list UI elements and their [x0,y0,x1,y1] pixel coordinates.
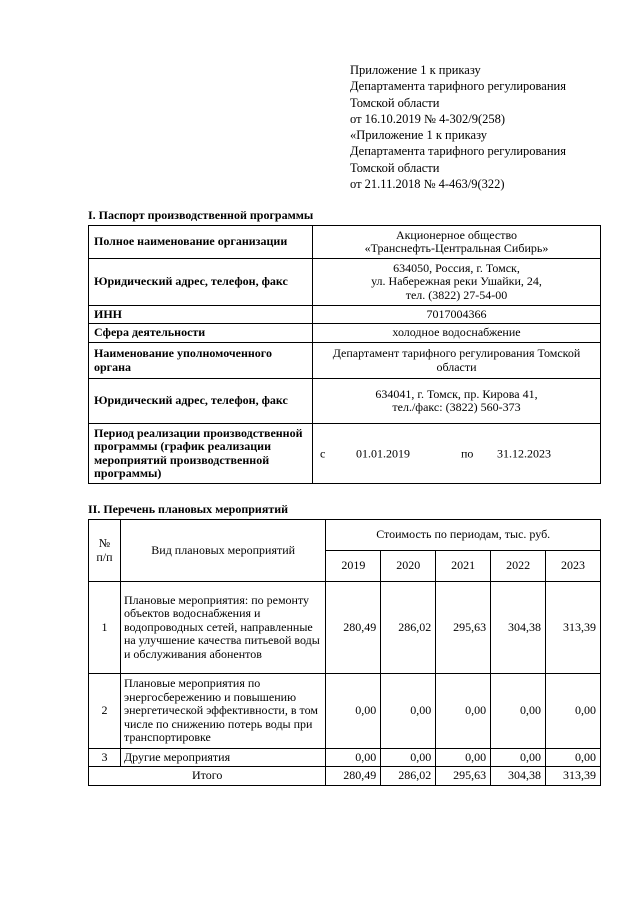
value-line: Департамент тарифного регулирования Томской [332,346,581,360]
period-from-label: с [320,445,326,460]
column-header-number: № п/п [89,520,121,582]
row-value: 0,00 [491,674,546,749]
passport-value [313,343,601,379]
table-row [89,674,601,749]
passport-value [313,379,601,424]
value-line: 634050, Россия, г. Томск, [393,260,520,275]
total-value: 295,63 [436,767,491,786]
table-row [89,749,601,767]
period-from-date: 01.01.2019 [356,445,410,460]
passport-row [89,379,601,424]
year-header: 2021 [436,551,491,582]
value-line: холодное водоснабжение [392,325,521,340]
row-value: 0,00 [546,674,601,749]
header-line: от 16.10.2019 № 4-302/9(258) [350,111,506,126]
value-line: 7017004366 [426,306,487,321]
total-value: 313,39 [546,767,601,786]
header-line: Департамента тарифного регулирования [350,144,566,159]
row-value: 0,00 [436,674,491,749]
header-line: Департамента тарифного регулирования [350,79,566,94]
period-to-label: по [461,445,474,460]
passport-value [313,259,601,306]
total-label: Итого [89,767,326,786]
row-number: 2 [89,674,121,749]
row-value: 0,00 [326,674,381,749]
order-header [350,62,630,192]
row-name: Плановые мероприятия по энергосбережению и повышению энергетической эффективности, в том числе по снижению потерь воды при транспортировке [120,674,325,749]
row-name: Другие мероприятия [120,749,325,767]
row-value: 0,00 [381,749,436,767]
measures-table [88,519,601,786]
table-header-row [89,520,601,551]
passport-key: Юридический адрес, телефон, факс [89,259,313,306]
row-name: Плановые мероприятия: по ремонту объектов водоснабжения и водопроводных сетей, направленные на улучшение качества питьевой воды и обслуживания абонентов [120,582,325,674]
passport-key: Сфера деятельности [89,324,313,343]
row-value: 295,63 [436,582,491,674]
header-line: Приложение 1 к приказу [350,63,481,77]
period-key: Период реализации производственной программы (график реализации мероприятий производственной программы) [89,424,313,484]
row-value: 313,39 [546,582,601,674]
passport-row [89,259,601,306]
passport-key: ИНН [89,306,313,324]
header-line: от 21.11.2018 № 4-463/9(322) [350,177,505,192]
value-line: тел./факс: (3822) 560-373 [392,400,521,414]
passport-value [313,306,601,324]
year-header: 2020 [381,551,436,582]
passport-table [88,225,601,484]
year-header: 2022 [491,551,546,582]
column-header-name: Вид плановых мероприятий [120,520,325,582]
total-value: 280,49 [326,767,381,786]
row-value: 0,00 [326,749,381,767]
period-to-date: 31.12.2023 [497,445,551,460]
header-line: «Приложение 1 к приказу [350,128,488,143]
value-line: ул. Набережная реки Ушайки, 24, [371,274,542,289]
header-line: Томской области [350,160,440,175]
passport-row [89,226,601,259]
passport-row [89,306,601,324]
passport-key: Наименование уполномоченного органа [89,343,313,379]
row-value: 0,00 [491,749,546,767]
total-value: 304,38 [491,767,546,786]
passport-row [89,324,601,343]
value-line: 634041, г. Томск, пр. Кирова 41, [375,386,538,401]
value-line: «Транснефть-Центральная Сибирь» [364,241,549,255]
column-header-cost: Стоимость по периодам, тыс. руб. [326,520,601,551]
total-value: 286,02 [381,767,436,786]
section2-title: II. Перечень плановых мероприятий [88,502,289,516]
header-line: Томской области [350,95,440,110]
passport-value [313,324,601,343]
row-value: 0,00 [436,749,491,767]
passport-row [89,343,601,379]
section1-title: I. Паспорт производственной программы [88,208,314,222]
row-value: 304,38 [491,582,546,674]
row-value: 286,02 [381,582,436,674]
table-row [89,582,601,674]
row-value: 280,49 [326,582,381,674]
value-line: области [436,359,477,374]
year-header: 2019 [326,551,381,582]
row-value: 0,00 [381,674,436,749]
value-line: Акционерное общество [395,227,518,242]
row-number: 1 [89,582,121,674]
passport-value [313,226,601,259]
row-value: 0,00 [546,749,601,767]
passport-key: Юридический адрес, телефон, факс [89,379,313,424]
passport-key: Полное наименование организации [89,226,313,259]
year-header: 2023 [546,551,601,582]
value-line: тел. (3822) 27-54-00 [405,287,508,302]
row-number: 3 [89,749,121,767]
total-row [89,767,601,786]
period-value [313,424,601,484]
passport-row-period [89,424,601,484]
